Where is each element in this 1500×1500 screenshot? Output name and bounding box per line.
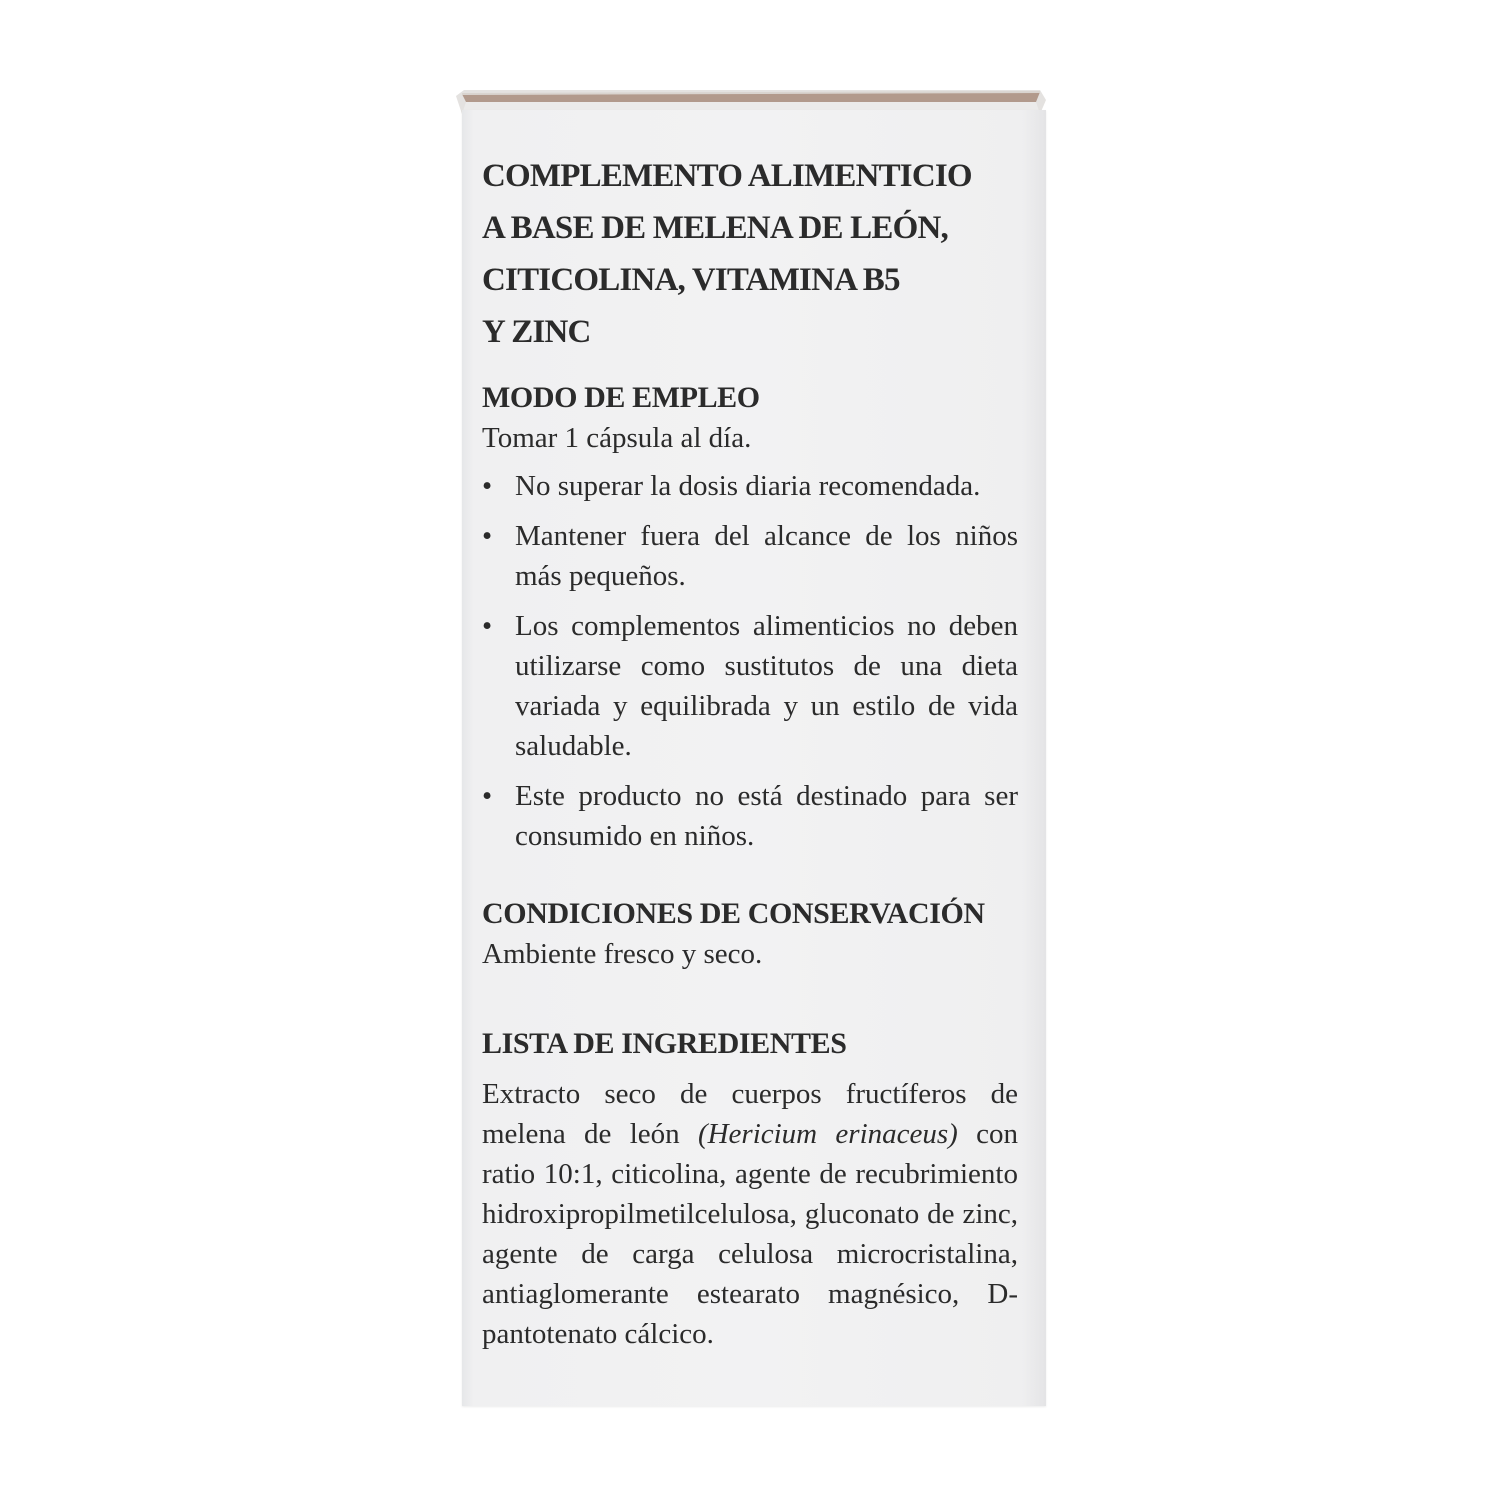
storage-text: Ambiente fresco y seco.	[482, 938, 763, 970]
title-line: A BASE DE MELENA DE LEÓN,	[482, 210, 948, 246]
title-line: COMPLEMENTO ALIMENTICIO	[482, 158, 972, 194]
usage-warning-item	[482, 516, 1018, 596]
storage-heading: CONDICIONES DE CONSERVACIÓN	[482, 897, 985, 930]
bullet-icon: •	[482, 470, 493, 502]
usage-warnings-list	[482, 466, 1018, 856]
usage-heading: MODO DE EMPLEO	[482, 381, 760, 414]
bullet-icon: •	[482, 780, 493, 812]
ingredients-text-start: Extracto seco de cuerpos fructíferos de melena de león	[482, 1078, 1018, 1150]
usage-warning-item	[482, 466, 1018, 506]
usage-instruction: Tomar 1 cápsula al día.	[482, 422, 752, 454]
usage-warning-item	[482, 776, 1018, 856]
usage-section	[482, 378, 1018, 856]
bullet-icon: •	[482, 610, 493, 642]
usage-warning-text: No superar la dosis diaria recomendada.	[515, 470, 981, 502]
ingredients-text-end: con ratio 10:1, citicolina, agente de recubrimiento hidroxipropilmetilcelulosa, gluconato de zinc, agente de carga celulosa microcristalina, antiaglomerante estearato magnésico, D-pantotenato cálcico.	[482, 1118, 1018, 1350]
title-line: CITICOLINA, VITAMINA B5	[482, 262, 900, 298]
ingredients-section	[482, 1024, 1018, 1354]
product-title	[482, 150, 1018, 358]
ingredients-scientific-name: (Hericium erinaceus)	[697, 1118, 958, 1150]
box-side-panel	[462, 110, 1046, 1406]
label-content	[482, 150, 1018, 1354]
product-title-section	[482, 150, 1018, 358]
usage-warning-text: Mantener fuera del alcance de los niños más pequeños.	[515, 520, 1018, 592]
usage-warning-item	[482, 606, 1018, 766]
ingredients-heading: LISTA DE INGREDIENTES	[482, 1027, 847, 1060]
title-line: Y ZINC	[482, 314, 591, 350]
ingredients-text	[482, 1074, 1018, 1354]
usage-warning-text: Los complementos alimenticios no deben utilizarse como sustitutos de una dieta variada y equilibrada y un estilo de vida saludable.	[515, 610, 1018, 762]
usage-warning-text: Este producto no está destinado para ser consumido en niños.	[515, 780, 1018, 852]
bullet-icon: •	[482, 520, 493, 552]
storage-section	[482, 894, 1018, 974]
